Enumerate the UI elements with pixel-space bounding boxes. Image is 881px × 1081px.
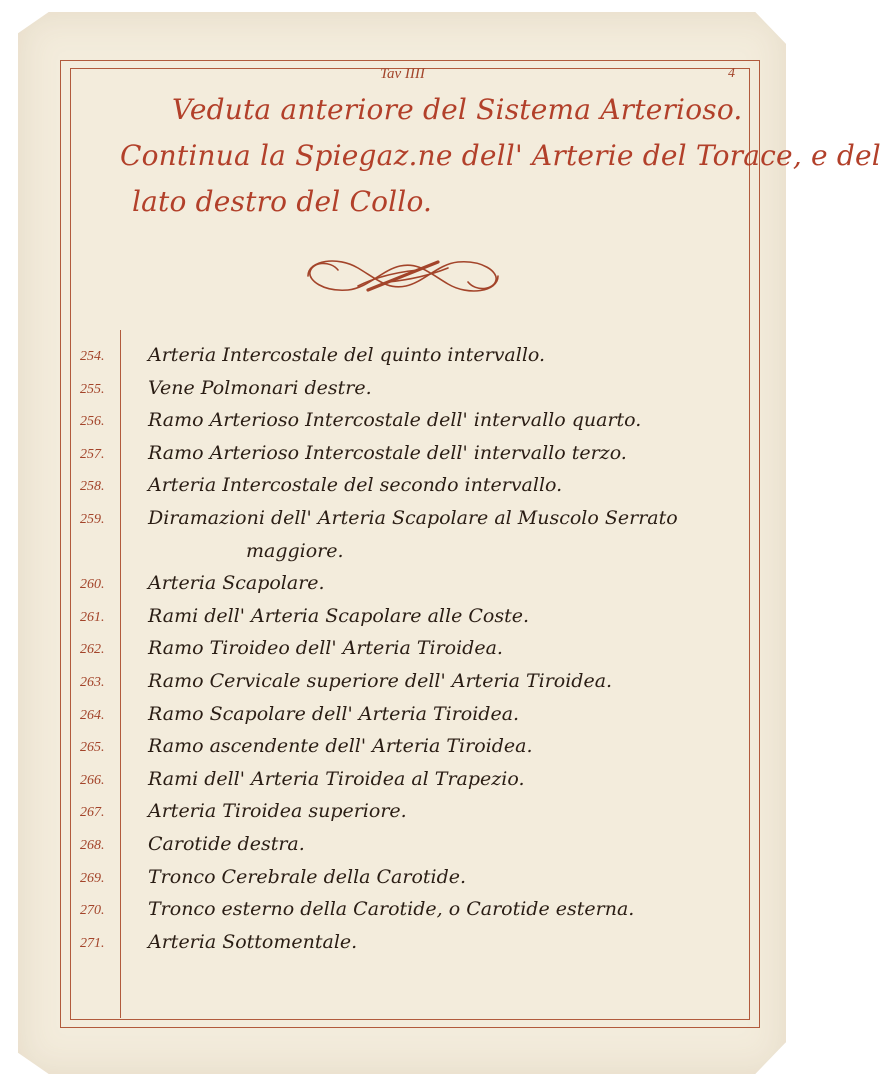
entry-number: 264.	[80, 707, 105, 723]
entry-number: 270.	[80, 903, 105, 919]
title-line-1: Veduta anteriore del Sistema Arterioso.	[172, 93, 743, 126]
entry-number: 255.	[80, 381, 105, 397]
title-line-2: Continua la Spiegaz.ne dell' Arterie del Torace, e del	[120, 139, 881, 172]
entry-number: 271.	[80, 935, 105, 951]
entry-number: 257.	[80, 446, 105, 462]
entry-number: 269.	[80, 870, 105, 886]
entry-number: 268.	[80, 838, 105, 853]
entry-text: Rami dell' Arteria Scapolare alle Coste.	[148, 604, 530, 627]
entry-text: Ramo Scapolare dell' Arteria Tiroidea.	[148, 702, 520, 725]
entry-number: 258.	[80, 479, 105, 495]
entry-continuation: maggiore.	[246, 539, 344, 562]
entry-text: Ramo Arterioso Intercostale dell' intervallo quarto.	[148, 409, 642, 432]
entry-text: Ramo Cervicale superiore dell' Arteria Tiroidea.	[148, 670, 613, 692]
entry-number: 263.	[80, 675, 105, 690]
calligraphic-flourish-icon	[298, 246, 508, 306]
entry-text: Arteria Intercostale del quinto intervallo.	[148, 344, 546, 366]
entry-text: Ramo Tiroideo dell' Arteria Tiroidea.	[148, 637, 503, 660]
entry-number: 261.	[80, 609, 105, 625]
entry-text: Arteria Scapolare.	[148, 572, 325, 595]
entry-text: Arteria Sottomentale.	[148, 930, 358, 953]
entry-text: Tronco esterno della Carotide, o Carotide esterna.	[148, 898, 635, 921]
entry-number: 267.	[80, 805, 105, 821]
entry-text: Arteria Tiroidea superiore.	[148, 800, 407, 823]
entry-number: 254.	[80, 349, 105, 364]
plate-label: Tav IIII	[380, 66, 425, 82]
entry-text: Ramo ascendente dell' Arteria Tiroidea.	[148, 735, 533, 758]
entry-text: Diramazioni dell' Arteria Scapolare al Muscolo Serrato	[148, 507, 678, 529]
entry-text: Carotide destra.	[148, 833, 305, 855]
entry-text: Rami dell' Arteria Tiroidea al Trapezio.	[148, 767, 525, 790]
entry-number: 266.	[80, 772, 105, 788]
entry-number: 260.	[80, 577, 105, 593]
entry-number: 265.	[80, 740, 105, 756]
entry-number: 259.	[80, 512, 105, 527]
entry-number: 256.	[80, 414, 105, 430]
entry-text: Ramo Arterioso Intercostale dell' intervallo terzo.	[148, 441, 627, 464]
page-number: 4	[728, 66, 735, 81]
entry-number: 262.	[80, 642, 105, 658]
title-line-3: lato destro del Collo.	[132, 185, 433, 218]
margin-rule	[120, 330, 121, 1018]
entry-text: Vene Polmonari destre.	[148, 376, 372, 399]
entry-text: Tronco Cerebrale della Carotide.	[148, 865, 467, 888]
entry-text: Arteria Intercostale del secondo intervallo.	[148, 474, 563, 497]
